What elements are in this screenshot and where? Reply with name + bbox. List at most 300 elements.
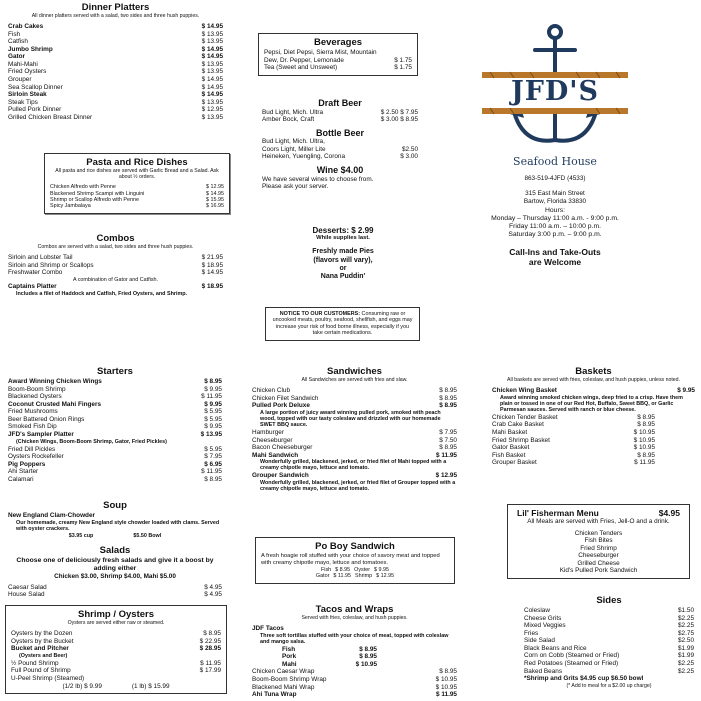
menu-item (8, 591, 222, 599)
item-name: Bud Light, Mich. Ultra, (262, 138, 325, 146)
item-name: Fish (8, 30, 21, 38)
menu-item (8, 38, 223, 46)
item-name: Amber Bock, Craft (262, 116, 315, 124)
jdf-tacos: JDF Tacos (252, 625, 284, 633)
address: Bartow, Florida 33830 (523, 197, 587, 205)
item-name: Blackened Oysters (8, 393, 62, 401)
hours (455, 207, 655, 267)
combo-note: A combination of Gator and Catfish. (72, 276, 159, 283)
poboy-cell: Oyster (354, 566, 371, 573)
item-name: Sirloin Steak (8, 91, 47, 99)
item-name: Pulled Pork Deluxe (252, 402, 310, 410)
hours-line: Monday – Thursday 11:00 a.m. - 9:00 p.m. (491, 215, 619, 223)
pies: Freshly made Pies (312, 248, 374, 256)
item-name: Fried Oysters (8, 68, 47, 76)
item-price: $ 11.95 (436, 451, 457, 459)
kids-item: Kid's Pulled Pork Sandwich (559, 567, 638, 575)
menu-item (8, 84, 223, 92)
pies-note: (flavors will vary), (313, 256, 373, 264)
item-name: Mahi Basket (492, 428, 528, 436)
item-name: ½ Pound Shrimp (11, 659, 59, 667)
item-price: $ 28.95 (199, 645, 221, 653)
item-name: Sirloin and Shrimp or Scallops (8, 261, 94, 269)
baskets (492, 366, 695, 467)
item-name: JFD's Sampler Platter (8, 431, 74, 439)
call-ins: are Welcome (528, 257, 582, 268)
menu-item (8, 53, 223, 61)
item-price: $ 22.95 (199, 637, 221, 645)
item-name: Grouper Basket (492, 459, 537, 467)
nana-puddin: Nana Puddin' (320, 273, 366, 281)
address: 315 East Main Street (525, 190, 585, 198)
kids-note: All Meals are served with Fries, Jell-O and a drink. (527, 518, 670, 526)
soup-cup: $3.95 cup (68, 532, 94, 539)
menu-item (492, 429, 655, 437)
menu-item (262, 138, 418, 146)
item-name: Coconut Crusted Mahi Fingers (8, 400, 102, 408)
salads (8, 545, 222, 599)
menu-item (252, 691, 457, 699)
item-price: $1.50 (678, 607, 694, 615)
item-name: Fried Mushrooms (8, 408, 58, 416)
menu-item (8, 446, 222, 454)
item-price: $1.99 (678, 652, 694, 660)
item-name: Beer Battered Onion Rings (8, 415, 85, 423)
item-name: Calamari (8, 475, 34, 483)
menu-item (282, 653, 377, 661)
sides (524, 595, 694, 689)
section-title: Starters (97, 366, 133, 377)
menu-item (524, 668, 694, 676)
soup-desc: Our homemade, creamy New England style chowder loaded with clams. Served with oyster crackers. (16, 519, 220, 532)
item-price: $ 7.95 (204, 453, 222, 461)
section-title: Po Boy Sandwich (315, 541, 395, 552)
item-name: Caesar Salad (8, 583, 47, 591)
menu-item (50, 203, 224, 209)
menu-item (524, 645, 694, 653)
draft-title: Draft Beer (318, 98, 362, 108)
menu-item (524, 622, 694, 630)
item-name: Spicy Jambalaya (50, 203, 91, 210)
item-price: $2.50 (402, 145, 418, 153)
taco-list (252, 646, 457, 669)
starters (8, 366, 222, 483)
item-price (179, 675, 221, 683)
or: or (339, 264, 347, 272)
drinks (262, 98, 418, 191)
item-name: Gator Basket (492, 444, 530, 452)
wine-note: We have several wines to choose from. (262, 175, 374, 183)
menu-item (524, 615, 694, 623)
item-price: $ 7.95 (439, 428, 457, 436)
menu-item (11, 645, 221, 653)
menu-item (524, 660, 694, 668)
item-name: Chicken Filet Sandwich (252, 394, 319, 402)
item-price: $ 5.95 (204, 445, 222, 453)
menu-item (492, 459, 655, 467)
item-price: $ 21.95 (201, 254, 223, 262)
section-title: Pasta and Rice Dishes (86, 157, 188, 168)
item-price: $ 9.95 (204, 385, 222, 393)
notice-lead: NOTICE TO OUR CUSTOMERS: (279, 311, 361, 317)
item-name: Bacon Cheeseburger (252, 444, 313, 452)
menu-item (264, 49, 412, 57)
soup-prices (8, 533, 222, 539)
item-price: $ 10.95 (633, 428, 655, 436)
menu-item (8, 91, 223, 99)
item-price: $ 7.50 (439, 436, 457, 444)
item-price: $ 5.95 (204, 408, 222, 416)
menu-item (252, 395, 457, 403)
item-price: $ 12.95 (206, 184, 224, 191)
menu-item (11, 675, 221, 683)
item-price: $ 14.95 (201, 45, 223, 53)
item-price: $ 11.95 (201, 393, 222, 401)
item-price: $ 8.95 (204, 475, 222, 483)
desserts (268, 226, 418, 281)
item-price: $ 14.95 (201, 91, 223, 99)
section-title: Beverages (313, 37, 363, 48)
menu-item (252, 684, 457, 692)
kids-item: Cheeseburger (578, 552, 619, 560)
item-price: $ 16.95 (206, 203, 224, 210)
item-price: $ 1.75 (394, 64, 412, 72)
pasta-rice (44, 153, 230, 214)
logo-subtitle: Seafood House (513, 154, 597, 168)
item-name: Baked Beans (524, 667, 563, 675)
item-price: $ 9.95 (677, 387, 695, 395)
item-price: $ 8.95 (359, 653, 377, 661)
item-price: $ 1.75 (394, 56, 412, 64)
item-name: U-Peel Shrimp (Steamed) (11, 674, 85, 682)
salad-note: Choose one of deliciously fresh salads and give it a boost by adding either (16, 557, 214, 573)
item-name: Pig Poppers (8, 460, 46, 468)
section-title: Salads (99, 545, 131, 556)
item-price: $ 11.95 (634, 459, 655, 467)
item-price: $ 12.95 (201, 106, 223, 114)
item-name: Full Pound of Shrimp (11, 667, 71, 675)
menu-item (8, 584, 222, 592)
item-name: Side Salad (524, 637, 555, 645)
poboy-desc: A fresh hoagie roll stuffed with your choice of savory meat and topped with creamy chipotle mayo, lettuce and tomatoes. (261, 553, 440, 567)
item-price: $ 13.95 (201, 30, 223, 38)
item-price (376, 138, 418, 146)
menu-item (11, 660, 221, 668)
item-price: $ 10.95 (633, 436, 655, 444)
item-name: Blackened Shrimp Scampi with Linguini (50, 190, 145, 197)
item-price: $ 8.95 (637, 451, 655, 459)
menu-item (8, 76, 223, 84)
poboy-cell: Shrimp (355, 573, 373, 580)
item-name: Blackened Mahi Wrap (252, 683, 315, 691)
item-price: $ 14.95 (201, 269, 223, 277)
shrimp-oysters (5, 605, 227, 694)
item-price: $ 11.95 (436, 691, 457, 699)
item-name: Pork (282, 653, 297, 661)
item-price: $ 13.95 (201, 98, 223, 106)
section-title: Shrimp / Oysters (77, 609, 155, 620)
item-price: $ 11.95 (201, 468, 222, 476)
item-price: $ 10.95 (355, 660, 377, 668)
section-note: All Sandwiches are served with fries and slaw. (301, 377, 408, 384)
item-price: $ 15.95 (206, 196, 224, 203)
call-ins: Call-Ins and Take-Outs (509, 247, 601, 258)
menu-item (8, 114, 223, 122)
full-lb: (1 lb) $ 15.99 (131, 682, 170, 690)
menu-item (8, 378, 222, 386)
item-name: Heineken, Yuengling, Corona (262, 153, 346, 161)
menu-item (8, 386, 222, 394)
item-price (377, 49, 419, 57)
item-price: $ 18.95 (201, 261, 223, 269)
item-name: Corn on Cobb (Steamed or Fried) (524, 652, 620, 660)
menu-item (262, 116, 418, 124)
dessert-note: While supplies last. (316, 235, 370, 242)
item-name: Grilled Chicken Breast Dinner (8, 113, 93, 121)
menu-item (8, 99, 223, 107)
item-name: Smoked Fish Dip (8, 423, 57, 431)
menu-item (252, 472, 457, 480)
section-note: Served with fries, coleslaw, and hush puppies. (301, 615, 408, 622)
item-price: $ 13.95 (201, 68, 223, 76)
item-name: Grouper Sandwich (252, 472, 309, 480)
item-name: Boom-Boom Shrimp (8, 385, 66, 393)
wine-title: Wine $4.00 (316, 164, 364, 175)
kids-header (513, 508, 684, 518)
item-name: Freshwater Combo (8, 269, 63, 277)
item-name: Captains Platter (8, 283, 57, 291)
item-name: Mahi-Mahi (8, 60, 38, 68)
menu-item (8, 476, 222, 484)
item-name: Pulled Pork Dinner (8, 106, 62, 114)
item-name: Coors Light, Miller Lite (262, 145, 326, 153)
bottle-title: Bottle Beer (315, 127, 364, 138)
combos (8, 233, 223, 298)
menu-item (11, 667, 221, 675)
item-price: $2.25 (678, 622, 694, 630)
item-name: Oysters by the Dozen (11, 630, 73, 638)
soup-name: New England Clam-Chowder (8, 512, 95, 520)
item-price: $ 10.95 (435, 683, 457, 691)
menu-item (252, 668, 457, 676)
dessert-price: Desserts: $ 2.99 (312, 226, 374, 235)
grouper-note: Wonderfully grilled, blackened, jerked, or fried filet of Grouper topped with a creamy chipotle mayo, lettuce and tomato. (260, 479, 456, 492)
item-price: $ 8.95 (439, 387, 457, 395)
item-name: Catfish (8, 38, 28, 46)
item-price: $2.50 (678, 637, 694, 645)
item-name: Crab Cakes (8, 23, 44, 31)
menu-item (8, 23, 223, 31)
pp-note: A large portion of juicy award winning pulled pork, smoked with peach wood, topped with our tasty coleslaw and drizzled with our homemade SWET BBQ sauce. (260, 409, 441, 428)
item-price: $1.99 (678, 644, 694, 652)
item-price: $ 14.95 (201, 23, 223, 31)
logo (480, 20, 630, 205)
item-name: Ahi Starter (8, 468, 39, 476)
logo-name: JFD'S (510, 76, 600, 107)
item-name: Mixed Veggies (524, 622, 566, 630)
menu-item (524, 630, 694, 638)
item-price: $ 10.95 (435, 676, 457, 683)
menu-item (8, 46, 223, 54)
item-name: Cheese Grits (524, 614, 562, 622)
half-lb: (1/2 lb) $ 9.99 (62, 682, 102, 690)
poboy-cell: $ 8.95 (335, 566, 351, 573)
soup (8, 500, 222, 539)
item-name: Grouper (8, 76, 32, 83)
item-name: Chicken Club (252, 387, 291, 395)
kids-price: $4.95 (658, 508, 680, 518)
item-price: $ 3.00 (400, 153, 418, 161)
dinner-platters (8, 2, 223, 121)
item-price: $ 8.95 (439, 394, 457, 402)
item-price: $2.25 (678, 660, 694, 668)
menu-item (492, 444, 655, 452)
menu-item (8, 423, 222, 431)
item-name: Fish (282, 645, 296, 653)
section-note: All dinner platters served with a salad, two sides and three hush puppies. (31, 13, 200, 20)
item-name: Ahi Tuna Wrap (252, 691, 297, 699)
item-name: Pepsi, Diet Pepsi, Sierra Mist, Mountain (264, 49, 377, 57)
kids-item: Fried Shrimp (580, 544, 617, 552)
menu-item (282, 646, 377, 654)
captain-note: Includes a filet of Haddock and Catfish, Fried Oysters, and Shrimp. (16, 290, 188, 297)
item-price: $ 17.99 (199, 667, 221, 675)
item-name: Dew, Dr. Pepper, Lemonade (264, 56, 344, 64)
section-note: All pasta and rice dishes are served with Garlic Bread and a Salad. Ask about ½ orders. (55, 168, 219, 181)
item-price: $ 9.95 (204, 423, 222, 431)
tacos-wraps (252, 604, 457, 699)
wine-note: Please ask your server. (262, 183, 329, 191)
menu-item (252, 452, 457, 460)
item-name: Sirloin and Lobster Tail (8, 254, 73, 262)
item-price: $ 8.95 (439, 668, 457, 676)
sampler-note: (Chicken Wings, Boom-Boom Shrimp, Gator, Fried Pickles) (16, 438, 167, 445)
item-name: Fish Basket (492, 451, 526, 459)
notice (265, 307, 420, 341)
po-boy (255, 537, 455, 584)
item-name: Crab Cake Basket (492, 421, 544, 429)
menu-item (492, 452, 655, 460)
soup-bowl: $5.50 Bowl (133, 532, 162, 539)
item-name: Oysters Rockefeller (8, 453, 64, 461)
menu-item (524, 637, 694, 645)
item-price: $ 13.95 (201, 113, 223, 121)
sides-note: (* Add to meal for a $2.00 up charge) (566, 682, 652, 689)
salad-add: Chicken $3.00, Shrimp $4.00, Mahi $5.00 (54, 573, 176, 581)
item-price: $ 8.95 (204, 378, 222, 386)
menu-item (11, 630, 221, 638)
menu-item (252, 444, 457, 452)
item-name: Chicken Tender Basket (492, 413, 558, 421)
menu-item (8, 468, 222, 476)
menu-item (8, 453, 222, 461)
item-price: $ 12.95 (435, 472, 457, 480)
poboy-cell: Gator (315, 573, 330, 580)
pasta-list (50, 184, 224, 210)
section-note: Combos are served with a salad, two sides and three hush puppies. (37, 244, 194, 251)
item-name: House Salad (8, 591, 45, 599)
menu-item (492, 421, 655, 429)
item-price: $ 8.95 (439, 444, 457, 452)
item-name: Hamburger (252, 428, 284, 436)
item-price: $ 4.95 (204, 583, 222, 591)
menu-item (8, 461, 222, 469)
section-title: Dinner Platters (81, 2, 150, 13)
kids-item: Chicken Tenders (574, 529, 623, 537)
notice-text: Consuming raw or uncooked meats, poultry, seafood, shellfish, and eggs may increase your risk of food borne illness, especially if you take certain medications. (272, 311, 413, 337)
menu-item (252, 437, 457, 445)
item-price: $2.25 (678, 667, 694, 675)
section-title: Sides (596, 595, 622, 606)
hours-title: Hours: (544, 207, 566, 214)
menu-item (8, 283, 223, 291)
poboy-cell: $ 12.95 (376, 573, 395, 580)
menu-item (8, 416, 222, 424)
item-name: Award Winning Chicken Wings (8, 378, 102, 386)
item-price: $ 4.95 (204, 591, 222, 599)
menu-item (252, 429, 457, 437)
menu-item (8, 31, 223, 39)
kids-title: Lil' Fisherman Menu (517, 508, 599, 518)
shrimp-grits: *Shrimp and Grits $4.95 cup $6.50 bowl (524, 675, 644, 683)
kids-menu (507, 504, 690, 579)
item-price: $ 13.95 (201, 38, 223, 46)
hours-line: Saturday 3:00 p.m. – 9:00 p.m. (508, 231, 602, 239)
menu-item (8, 68, 223, 76)
menu-item (252, 387, 457, 395)
item-name: Bud Light, Mich. Ultra (262, 108, 324, 116)
menu-item (282, 661, 377, 669)
menu-item (8, 408, 222, 416)
menu-item (252, 402, 457, 410)
u-peel-prices (11, 683, 221, 691)
poboy-row (261, 573, 449, 579)
menu-item (264, 64, 412, 72)
item-price: $2.75 (678, 629, 694, 637)
item-price: $ 14.95 (206, 190, 224, 197)
item-name: Fried Dill Pickles (8, 445, 56, 453)
section-title: Baskets (575, 366, 612, 377)
menu-item (8, 401, 222, 409)
item-name: Fries (524, 629, 539, 637)
item-name: Mahi (282, 660, 297, 668)
item-price: $ 5.95 (204, 415, 222, 423)
item-price: $ 6.95 (204, 460, 222, 468)
section-title: Soup (103, 500, 127, 511)
item-price: $2.25 (678, 614, 694, 622)
menu-item (264, 57, 412, 65)
item-name: Cheeseburger (252, 436, 293, 444)
menu-item (524, 652, 694, 660)
item-name: Gator (8, 53, 26, 61)
item-price: $ 8.95 (439, 402, 457, 410)
item-name: Chicken Alfredo with Penne (50, 184, 116, 191)
section-note: Oysters are served either raw or steamed. (67, 620, 165, 627)
item-price: $ 10.95 (633, 444, 655, 452)
item-name: Sea Scallop Dinner (8, 83, 63, 91)
hours-line: Friday 11:00 a.m. – 10:00 p.m. (508, 223, 602, 231)
menu-item (8, 393, 222, 401)
kids-item: Fish Bites (584, 537, 613, 545)
jdf-note: Three soft tortillas stuffed with your choice of meat, topped with coleslaw and mango salsa. (260, 632, 449, 645)
section-title: Combos (96, 233, 135, 244)
item-name: Red Potatoes (Steamed or Fried) (524, 660, 619, 668)
phone: 863-519-4JFD (4533) (524, 174, 586, 182)
item-name: Oysters by the Bucket (11, 637, 74, 645)
item-price: $ 8.95 (203, 630, 221, 638)
menu-item (492, 437, 655, 445)
menu-item (11, 638, 221, 646)
